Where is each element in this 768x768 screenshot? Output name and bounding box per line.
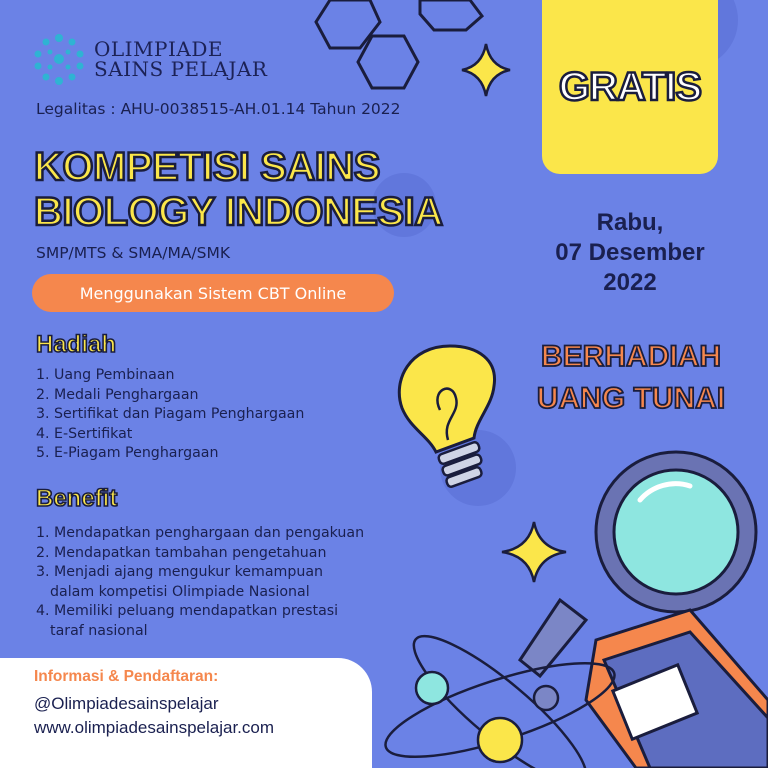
prize-line-2: UANG TUNAI: [536, 382, 726, 415]
hadiah-heading: Hadiah: [36, 331, 117, 358]
sparkle-icon: [462, 44, 510, 96]
brand-logo: [30, 30, 267, 88]
benefit-heading: Benefit: [36, 485, 118, 512]
event-date: [530, 208, 730, 298]
date-date: 07 Desember: [555, 239, 705, 266]
hadiah-item: 1. Uang Pembinaan: [36, 367, 175, 383]
legal-text: Legalitas : AHU-0038515-AH.01.14 Tahun 2022: [36, 100, 401, 118]
sparkle-icon: [502, 522, 566, 582]
logo-icon: [30, 30, 88, 88]
benefit-item: 1. Mendapatkan penghargaan dan pengakuan: [36, 525, 365, 541]
info-card: [0, 658, 372, 768]
benefit-item-continuation: dalam kompetisi Olimpiade Nasional: [50, 583, 310, 600]
hadiah-item: 2. Medali Penghargaan: [36, 386, 199, 403]
prize-banner: [516, 336, 746, 420]
date-day: Rabu,: [596, 209, 664, 236]
website-link[interactable]: www.olimpiadesainspelajar.com: [34, 718, 275, 737]
book-icon: [586, 610, 768, 768]
gratis-badge: [542, 0, 718, 174]
benefit-list: [36, 524, 364, 641]
prize-line-1: BERHADIAH: [541, 340, 721, 373]
benefit-item: 3. Menjadi ajang mengukur kemampuan: [36, 564, 324, 580]
brand-name: [94, 39, 267, 79]
gratis-label: GRATIS: [558, 64, 702, 109]
date-year: 2022: [603, 269, 657, 296]
title-line-2: BIOLOGY INDONESIA: [34, 190, 443, 234]
molecule-icon: [316, 0, 482, 88]
hadiah-item: 3. Sertifikat dan Piagam Penghargaan: [36, 406, 305, 422]
brand-line-2: SAINS PELAJAR: [94, 57, 268, 81]
info-label: Informasi & Pendaftaran:: [34, 668, 219, 685]
brand-line-1: OLIMPIADE: [94, 37, 223, 61]
benefit-item-continuation: taraf nasional: [50, 622, 148, 639]
hadiah-item: 4. E-Sertifikat: [36, 425, 133, 442]
title-line-1: KOMPETISI SAINS: [34, 145, 380, 189]
benefit-item: 4. Memiliki peluang mendapatkan prestasi: [36, 603, 339, 619]
education-levels: SMP/MTS & SMA/MA/SMK: [36, 244, 231, 262]
benefit-item: 2. Mendapatkan tambahan pengetahuan: [36, 544, 327, 561]
page-title: [34, 145, 443, 235]
cbt-badge: Menggunakan Sistem CBT Online: [32, 274, 394, 312]
hadiah-list: [36, 366, 304, 464]
instagram-handle[interactable]: @Olimpiadesainspelajar: [34, 694, 219, 713]
hadiah-item: 5. E-Piagam Penghargaan: [36, 445, 219, 461]
